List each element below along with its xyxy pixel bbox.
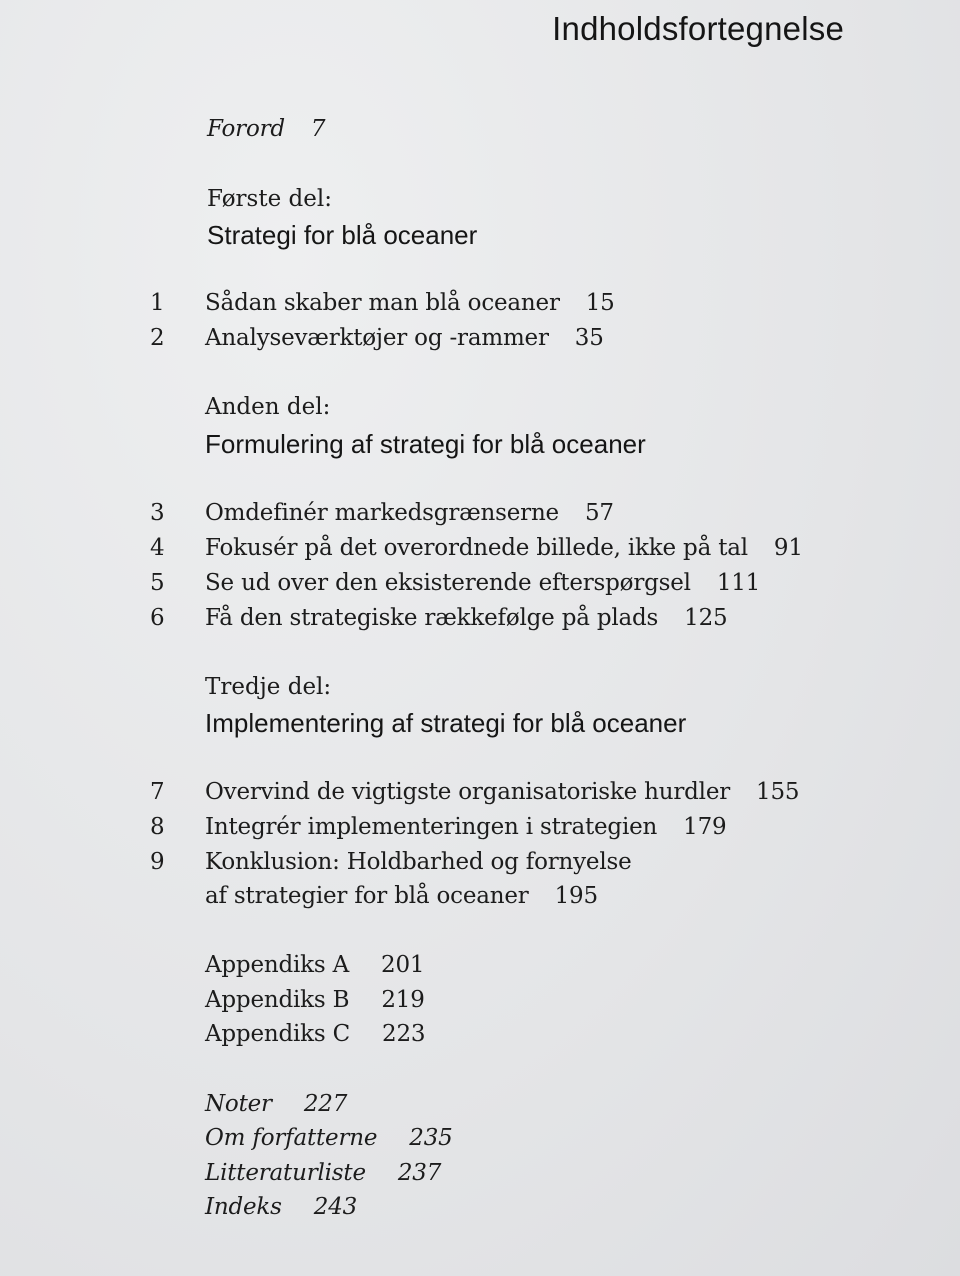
entry-title: Overvind de vigtigste organisatoriske hurdler xyxy=(205,779,731,805)
toc-entry xyxy=(205,849,632,875)
part-label: Tredje del: xyxy=(205,674,332,700)
entry-title: Analyseværktøjer og -rammer xyxy=(205,325,549,351)
toc-entry xyxy=(205,535,803,561)
entry-page: 179 xyxy=(683,814,727,840)
entry-label: Om forfatterne xyxy=(205,1125,378,1151)
entry-page: 7 xyxy=(310,116,326,142)
chapter-number: 1 xyxy=(150,290,165,316)
toc-entry-appendix xyxy=(205,952,424,978)
entry-page: 35 xyxy=(574,325,604,351)
entry-label: Appendiks C xyxy=(205,1021,351,1047)
part-heading: Strategi for blå oceaner xyxy=(207,220,478,250)
toc-entry-back-matter xyxy=(205,1194,357,1220)
entry-title: Fokusér på det overordnede billede, ikke på tal xyxy=(205,535,748,561)
entry-page: 237 xyxy=(397,1160,442,1186)
entry-title-cont: af strategier for blå oceaner xyxy=(205,883,529,909)
entry-title: Konklusion: Holdbarhed og fornyelse xyxy=(205,849,632,875)
toc-entry-forord xyxy=(207,116,325,142)
chapter-number: 3 xyxy=(150,500,165,526)
chapter-number: 4 xyxy=(150,535,165,561)
toc-entry-appendix xyxy=(205,987,425,1013)
entry-page: 201 xyxy=(381,952,425,978)
toc-entry-back-matter xyxy=(205,1125,453,1151)
entry-page: 155 xyxy=(756,779,800,805)
toc-entry-back-matter xyxy=(205,1160,441,1186)
entry-page: 235 xyxy=(409,1125,453,1151)
toc-entry xyxy=(205,779,799,805)
entry-page: 195 xyxy=(554,883,598,909)
toc-entry xyxy=(205,500,614,526)
entry-label: Appendiks A xyxy=(205,952,350,978)
entry-page: 57 xyxy=(584,500,614,526)
entry-page: 111 xyxy=(716,570,761,596)
entry-label: Indeks xyxy=(205,1194,282,1220)
part-heading: Formulering af strategi for blå oceaner xyxy=(205,429,646,459)
page-title: Indholdsfortegnelse xyxy=(552,10,844,47)
entry-label: Forord xyxy=(207,116,285,142)
entry-title: Omdefinér markedsgrænserne xyxy=(205,500,559,526)
toc-entry xyxy=(205,325,604,351)
entry-page: 223 xyxy=(382,1021,426,1047)
part-label: Anden del: xyxy=(205,394,331,420)
entry-page: 15 xyxy=(585,290,615,316)
entry-title: Se ud over den eksisterende efterspørgsel xyxy=(205,570,691,596)
entry-page: 243 xyxy=(313,1194,358,1220)
toc-entry xyxy=(205,290,615,316)
part-label: Første del: xyxy=(207,186,332,212)
entry-page: 227 xyxy=(303,1091,348,1117)
toc-entry-continuation xyxy=(205,883,598,909)
part-heading: Implementering af strategi for blå oceaner xyxy=(205,708,687,738)
chapter-number: 5 xyxy=(150,570,165,596)
entry-label: Litteraturliste xyxy=(205,1160,366,1186)
entry-page: 125 xyxy=(684,605,728,631)
entry-title: Få den strategiske rækkefølge på plads xyxy=(205,605,659,631)
toc-entry xyxy=(205,814,726,840)
chapter-number: 2 xyxy=(150,325,165,351)
chapter-number: 6 xyxy=(150,605,165,631)
chapter-number: 8 xyxy=(150,814,165,840)
chapter-number: 9 xyxy=(150,849,165,875)
entry-page: 91 xyxy=(773,535,803,561)
toc-entry xyxy=(205,570,760,596)
chapter-number: 7 xyxy=(150,779,165,805)
entry-title: Integrér implementeringen i strategien xyxy=(205,814,658,840)
entry-page: 219 xyxy=(381,987,425,1013)
toc-entry xyxy=(205,605,727,631)
entry-label: Noter xyxy=(205,1091,272,1117)
toc-entry-appendix xyxy=(205,1021,425,1047)
entry-title: Sådan skaber man blå oceaner xyxy=(205,290,560,316)
entry-label: Appendiks B xyxy=(205,987,350,1013)
toc-entry-back-matter xyxy=(205,1091,347,1117)
